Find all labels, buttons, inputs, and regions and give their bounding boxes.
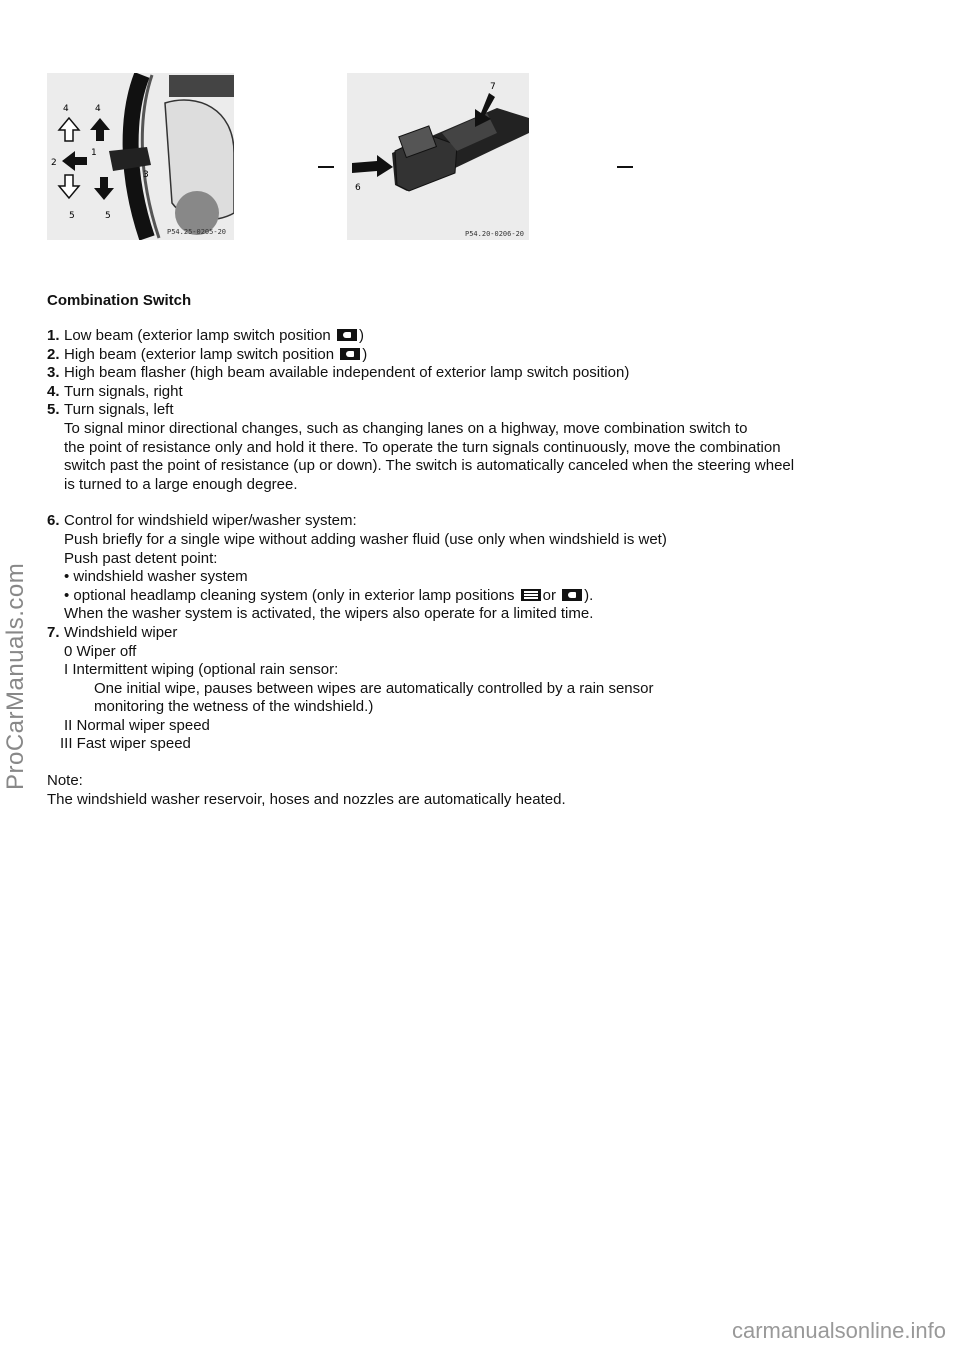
figure-switch-stalk [347,73,529,240]
spacer [47,754,927,772]
bullet2-or: or [542,586,561,604]
item-1-text-b: ) [358,327,364,344]
item-2-text-a: High beam (exterior lamp switch position [64,345,339,363]
item-6 [47,512,927,531]
item-5-detail: To signal minor directional changes, such as changing lanes on a highway, move combination switch to [64,419,748,437]
item-1-text-a: Low beam (exterior lamp switch position [64,327,335,344]
dash-left [318,166,334,168]
fig-label-2: 2 [51,158,57,168]
dash-right [617,166,633,168]
fog-lamp-icon [521,589,541,601]
bullet2-text-a: • optional headlamp cleaning system (only in exterior lamp positions [64,586,519,604]
note-label: Note: [47,772,83,790]
item-number: 6. [47,512,60,530]
item-text: High beam flasher (high beam available independent of exterior lamp switch position) [64,364,630,382]
item-text: Turn signals, left [64,401,174,419]
switch-stalk-illustration [347,73,529,240]
item-6-bullet-washer: • windshield washer system [64,568,248,586]
push-text-b: single wipe without adding washer fluid (use only when windshield is wet) [176,530,667,548]
push-italic: a [168,530,177,548]
wiper-fast: III Fast wiper speed [60,735,191,753]
rain-sensor-line-2: monitoring the wetness of the windshield.) [94,698,374,716]
wiper-off: 0 Wiper off [64,642,137,660]
figure-steering-wheel [47,73,234,240]
spacer [47,494,927,512]
low-beam-icon [337,329,357,341]
item-6-bullet-headlamp [47,587,927,606]
steering-wheel-illustration [47,73,234,240]
watermark: ProCarManuals.com [2,562,29,790]
item-number: 2. [47,345,60,363]
item-1 [47,327,927,346]
item-number: 5. [47,401,60,419]
section-title: Combination Switch [47,292,192,309]
item-3 [47,364,927,383]
push-text-a: Push briefly for [64,530,169,548]
rain-sensor-line-1: One initial wipe, pauses between wipes are automatically controlled by a rain sensor [94,679,654,697]
figure-code-left: P54.25-0205-20 [167,228,227,236]
item-4 [47,383,927,402]
fig-label-4b: 4 [95,104,101,114]
item-number: 3. [47,364,60,382]
item-6-push-briefly [47,531,927,550]
item-text: Control for windshield wiper/washer system: [64,512,357,530]
figure-code-right: P54.20-0206-20 [465,230,525,238]
note-text: The windshield washer reservoir, hoses and nozzles are automatically heated. [47,790,566,808]
item-5-detail: is turned to a large enough degree. [64,475,298,493]
fig-label-4a: 4 [63,104,69,114]
item-2 [47,346,927,365]
item-number: 1. [47,327,60,344]
fig-label-3: 3 [143,170,149,180]
item-5-detail: switch past the point of resistance (up or down). The switch is automatically canceled when the steering wheel [64,457,795,475]
fig-label-1: 1 [91,148,97,158]
item-5-detail: the point of resistance only and hold it there. To operate the turn signals continuously, move the combination [64,438,781,456]
bullet2-text-b: ). [584,586,594,604]
item-text: Turn signals, right [64,382,183,400]
item-text [64,346,367,365]
wiper-normal: II Normal wiper speed [64,716,210,734]
fig-label-5a: 5 [69,211,75,221]
switch-description [47,327,927,809]
item-5 [47,401,927,420]
fig-label-6: 6 [355,183,361,193]
item-6-detent: Push past detent point: [64,549,218,567]
item-2-text-b: ) [362,345,368,363]
wiper-intermittent: I Intermittent wiping (optional rain sensor: [64,661,339,679]
footer-watermark: carmanualsonline.info [731,1318,946,1343]
item-number: 4. [47,382,60,400]
fig-label-5b: 5 [105,211,111,221]
low-beam-icon [562,589,582,601]
item-7 [47,624,927,643]
item-6-activated: When the washer system is activated, the wipers also operate for a limited time. [64,605,594,623]
fig-label-7: 7 [490,82,496,92]
item-text: Windshield wiper [64,623,178,641]
item-number: 7. [47,623,60,641]
item-text [64,327,364,346]
low-beam-icon [340,348,360,360]
